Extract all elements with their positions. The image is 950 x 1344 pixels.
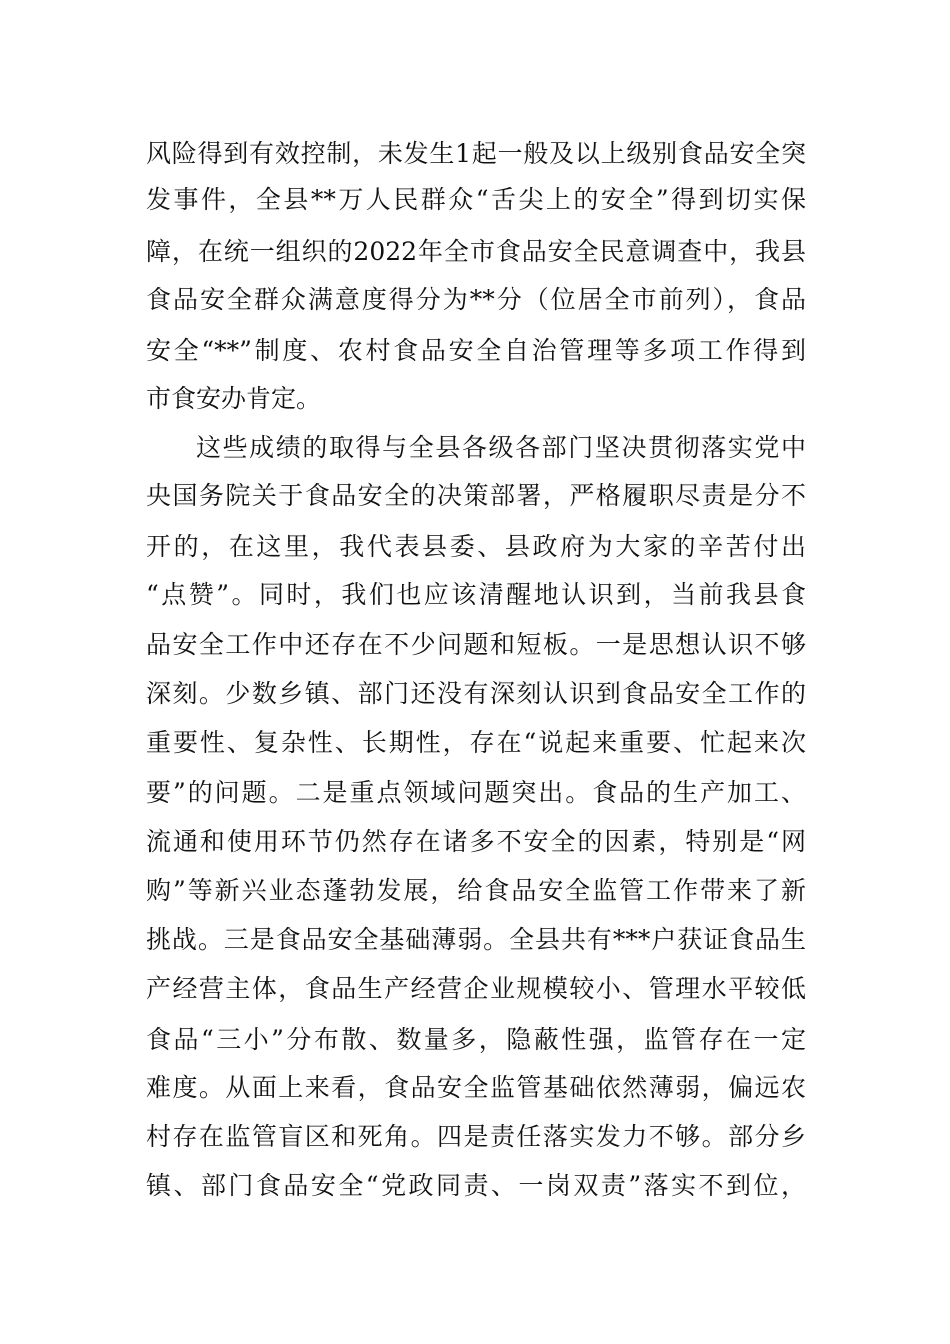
paragraph-2-line-3: 开的，在这里，我代表县委、县政府为大家的辛苦付出 (146, 532, 806, 561)
paragraph-2-line-5: 品安全工作中还存在不少问题和短板。一是思想认识不够 (146, 630, 806, 659)
paragraph-2-line-13: 食品“三小”分布散、数量多，隐蔽性强，监管存在一定 (146, 1025, 806, 1054)
paragraph-2-line-1: 这些成绩的取得与全县各级各部门坚决贯彻落实党中 (196, 433, 806, 462)
paragraph-1-line-5: 安全“**”制度、农村食品安全自治管理等多项工作得到 (146, 336, 806, 365)
paragraph-1-line-6: 市食安办肯定。 (146, 384, 322, 413)
paragraph-1-line-4: 食品安全群众满意度得分为**分（位居全市前列），食品 (146, 285, 806, 314)
paragraph-2-line-16: 镇、部门食品安全“党政同责、一岗双责”落实不到位， (146, 1171, 806, 1200)
paragraph-2-line-9: 流通和使用环节仍然存在诸多不安全的因素，特别是“网 (146, 827, 806, 856)
paragraph-2-line-2: 央国务院关于食品安全的决策部署，严格履职尽责是分不 (146, 481, 806, 510)
paragraph-2-line-6: 深刻。少数乡镇、部门还没有深刻认识到食品安全工作的 (146, 679, 806, 708)
paragraph-2-line-7: 重要性、复杂性、长期性，存在“说起来重要、忙起来次 (146, 728, 806, 757)
paragraph-2-line-12: 产经营主体，食品生产经营企业规模较小、管理水平较低 (146, 974, 806, 1003)
paragraph-1-line-1: 风险得到有效控制，未发生1起一般及以上级别食品安全突 (146, 139, 806, 168)
paragraph-2-line-10: 购”等新兴业态蓬勃发展，给食品安全监管工作带来了新 (146, 876, 806, 905)
paragraph-2-line-4: “点赞”。同时，我们也应该清醒地认识到，当前我县食 (146, 580, 806, 609)
paragraph-1-line-2: 发事件，全县**万人民群众“舌尖上的安全”得到切实保 (146, 185, 806, 214)
paragraph-1-line-3: 障，在统一组织的2022年全市食品安全民意调查中，我县 (146, 237, 806, 266)
paragraph-2-line-11: 挑战。三是食品安全基础薄弱。全县共有***户获证食品生 (146, 925, 806, 954)
paragraph-2-line-8: 要”的问题。二是重点领域问题突出。食品的生产加工、 (146, 778, 806, 807)
paragraph-2-line-15: 村存在监管盲区和死角。四是责任落实发力不够。部分乡 (146, 1122, 806, 1151)
paragraph-2-line-14: 难度。从面上来看，食品安全监管基础依然薄弱，偏远农 (146, 1073, 806, 1102)
